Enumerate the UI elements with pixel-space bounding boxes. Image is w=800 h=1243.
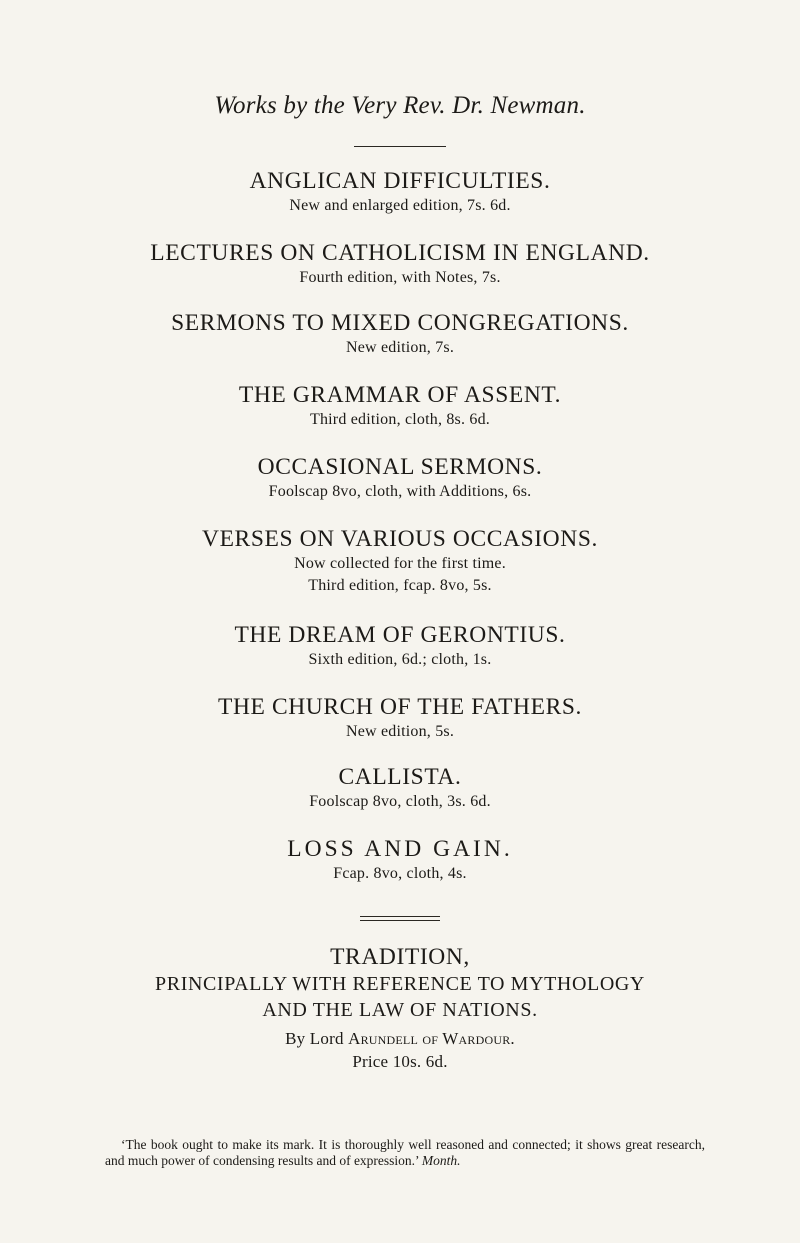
author-name: Arundell of Wardour. — [348, 1029, 515, 1048]
tradition-title: TRADITION, — [330, 944, 470, 970]
entry-title: ANGLICAN DIFFICULTIES. — [249, 168, 551, 194]
entry-detail: New edition, 7s. — [345, 339, 455, 356]
entry-detail: Foolscap 8vo, cloth, with Additions, 6s. — [268, 483, 532, 500]
entry-lectures-on-catholicism — [0, 239, 800, 289]
entry-title: LOSS AND GAIN. — [287, 836, 513, 862]
entry-callista — [0, 763, 800, 813]
tradition-subtitle: PRINCIPALLY WITH REFERENCE TO MYTHOLOGY — [155, 973, 645, 995]
entry-anglican-difficulties — [0, 167, 800, 217]
entry-verses-various-occasions — [0, 525, 800, 597]
entry-detail: New and enlarged edition, 7s. 6d. — [289, 197, 511, 214]
entry-detail: Now collected for the first time. — [294, 555, 506, 572]
tradition-author — [0, 1027, 800, 1051]
entry-title: CALLISTA. — [338, 764, 462, 790]
entry-title: OCCASIONAL SERMONS. — [257, 454, 543, 480]
entry-title: SERMONS TO MIXED CONGREGATIONS. — [171, 310, 629, 336]
entry-loss-and-gain — [0, 835, 800, 885]
entry-detail: Fourth edition, with Notes, 7s. — [299, 269, 501, 286]
entry-detail: Third edition, fcap. 8vo, 5s. — [308, 577, 492, 594]
running-head: Works by the Very Rev. Dr. Newman. — [214, 92, 586, 119]
tradition-subtitle: AND THE LAW OF NATIONS. — [262, 999, 538, 1021]
entry-church-of-the-fathers — [0, 693, 800, 743]
entry-title: THE GRAMMAR OF ASSENT. — [238, 382, 562, 408]
entry-grammar-of-assent — [0, 381, 800, 431]
entry-occasional-sermons — [0, 453, 800, 503]
entry-detail: New edition, 5s. — [345, 723, 455, 740]
entry-tradition — [0, 943, 800, 1073]
review-source: Month. — [421, 1153, 461, 1168]
entry-title: LECTURES ON CATHOLICISM IN ENGLAND. — [150, 240, 650, 266]
entry-title: THE CHURCH OF THE FATHERS. — [217, 694, 582, 720]
review-quote — [105, 1137, 705, 1169]
entry-title: VERSES ON VARIOUS OCCASIONS. — [202, 526, 598, 552]
entry-title: THE DREAM OF GERONTIUS. — [234, 622, 566, 648]
tradition-price: Price 10s. 6d. — [352, 1052, 448, 1071]
double-rule-bottom — [360, 920, 440, 921]
entry-sermons-mixed-congregations — [0, 309, 800, 359]
entry-detail: Foolscap 8vo, cloth, 3s. 6d. — [309, 793, 491, 810]
author-prefix: By Lord — [285, 1029, 344, 1048]
review-text: ‘The book ought to make its mark. It is thoroughly well reasoned and connected; it shows great research, and much power of condensing results and of expression.’ — [105, 1137, 705, 1168]
entry-dream-of-gerontius — [0, 621, 800, 671]
top-rule — [354, 146, 446, 147]
entry-detail: Sixth edition, 6d.; cloth, 1s. — [308, 651, 492, 668]
double-rule-top — [360, 916, 440, 917]
entry-detail: Fcap. 8vo, cloth, 4s. — [333, 865, 467, 882]
entry-detail: Third edition, cloth, 8s. 6d. — [309, 411, 490, 428]
